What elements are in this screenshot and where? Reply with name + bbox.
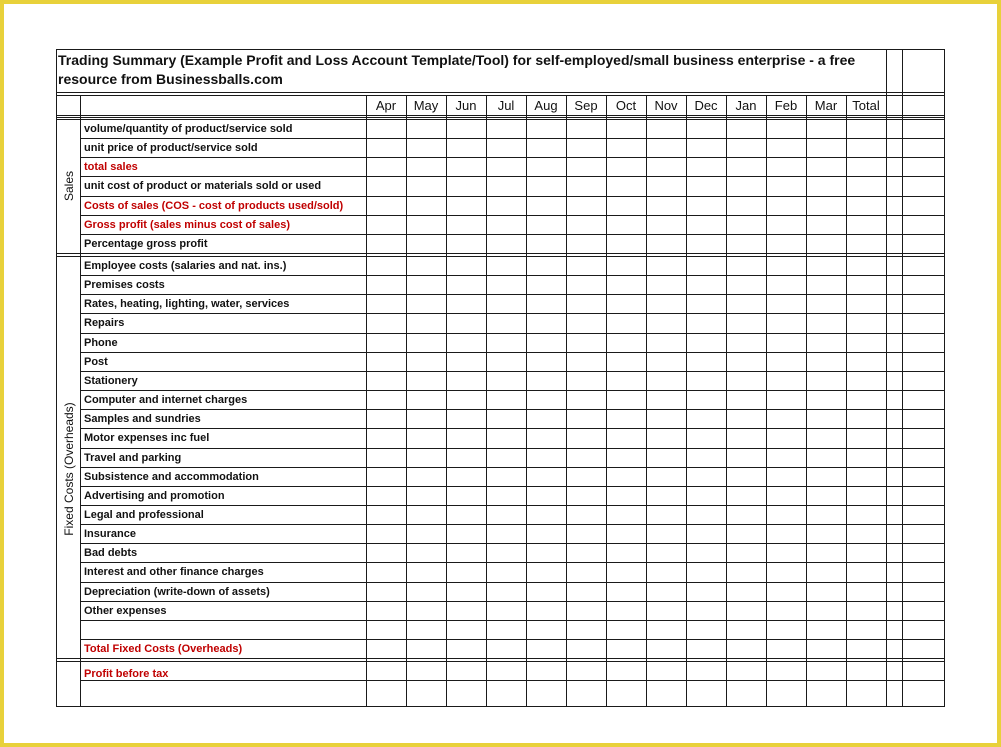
row-label: unit cost of product or materials sold or used xyxy=(84,180,322,193)
row-label: Gross profit (sales minus cost of sales) xyxy=(84,218,291,231)
row-label: Post xyxy=(84,355,108,368)
row-label: total sales xyxy=(84,161,138,174)
row-line xyxy=(80,680,944,681)
row-line xyxy=(80,428,944,429)
row-label: Other expenses xyxy=(84,604,167,617)
row-line xyxy=(80,294,944,295)
row-label: Costs of sales (COS - cost of products used/sold) xyxy=(84,199,344,212)
row-label: Samples and sundries xyxy=(84,413,201,426)
row-line xyxy=(80,639,944,640)
column-header-sep: Sep xyxy=(574,98,598,113)
grid-line xyxy=(726,95,727,707)
column-header-jul: Jul xyxy=(497,98,515,113)
row-label: Bad debts xyxy=(84,547,138,560)
column-header-total: Total xyxy=(852,98,880,113)
row-line xyxy=(80,196,944,197)
grid-line xyxy=(606,95,607,707)
grid-line xyxy=(526,95,527,707)
grid-line xyxy=(886,49,887,707)
row-line xyxy=(80,448,944,449)
grid-line xyxy=(846,95,847,707)
section-divider xyxy=(56,658,944,659)
row-line xyxy=(80,215,944,216)
row-line xyxy=(80,275,944,276)
grid-line xyxy=(566,95,567,707)
column-header-aug: Aug xyxy=(534,98,558,113)
row-label: Insurance xyxy=(84,528,136,541)
grid-line xyxy=(902,49,903,707)
row-label: Depreciation (write-down of assets) xyxy=(84,585,270,598)
trading-summary-sheet xyxy=(4,4,997,743)
section-divider xyxy=(56,117,944,118)
row-label: Phone xyxy=(84,336,118,349)
column-header-dec: Dec xyxy=(694,98,718,113)
grid-line xyxy=(406,95,407,707)
row-line xyxy=(80,352,944,353)
row-line xyxy=(80,562,944,563)
row-line xyxy=(80,390,944,391)
grid-line xyxy=(646,95,647,707)
column-header-jun: Jun xyxy=(455,98,477,113)
border-top xyxy=(56,49,944,50)
column-header-jan: Jan xyxy=(735,98,757,113)
grid-line xyxy=(80,95,81,707)
row-label: Computer and internet charges xyxy=(84,394,248,407)
row-label: Interest and other finance charges xyxy=(84,566,264,579)
row-line xyxy=(80,157,944,158)
row-line xyxy=(80,543,944,544)
grid-line xyxy=(686,95,687,707)
sheet-title: Trading Summary (Example Profit and Loss Account Template/Tool) for self-employed/small business enterprise - a free resource from Businessballs.com xyxy=(58,52,856,87)
row-line xyxy=(80,409,944,410)
row-label: Motor expenses inc fuel xyxy=(84,432,210,445)
row-line xyxy=(80,486,944,487)
row-label: Employee costs (salaries and nat. ins.) xyxy=(84,260,287,272)
grid-line xyxy=(806,95,807,707)
section-label-fixed-costs: Fixed Costs (Overheads) xyxy=(62,402,76,536)
row-line xyxy=(80,620,944,621)
grid-line xyxy=(486,95,487,707)
row-label: Repairs xyxy=(84,317,125,330)
row-label: unit price of product/service sold xyxy=(84,142,258,155)
row-label: Legal and professional xyxy=(84,508,204,521)
column-header-feb: Feb xyxy=(774,98,798,113)
row-label: Stationery xyxy=(84,374,138,387)
row-label: Advertising and promotion xyxy=(84,489,225,502)
spreadsheet-page xyxy=(4,4,997,743)
title-divider xyxy=(56,92,944,93)
section-divider xyxy=(56,253,944,254)
row-label: Percentage gross profit xyxy=(84,237,208,250)
border-right xyxy=(944,49,945,707)
row-label: Travel and parking xyxy=(84,451,182,464)
grid-line xyxy=(366,95,367,707)
row-label: Subsistence and accommodation xyxy=(84,470,259,483)
row-line xyxy=(80,138,944,139)
row-line xyxy=(80,467,944,468)
column-header-nov: Nov xyxy=(654,98,678,113)
section-divider xyxy=(56,661,944,662)
border-left xyxy=(56,49,57,707)
row-line xyxy=(80,333,944,334)
border-bottom xyxy=(56,706,944,707)
column-header-mar: Mar xyxy=(814,98,838,113)
row-label: Total Fixed Costs (Overheads) xyxy=(84,643,243,655)
column-header-may: May xyxy=(413,98,439,113)
row-label: volume/quantity of product/service sold xyxy=(84,123,293,135)
row-line xyxy=(80,176,944,177)
row-line xyxy=(80,582,944,583)
row-line xyxy=(80,234,944,235)
row-line xyxy=(80,505,944,506)
grid-line xyxy=(766,95,767,707)
row-label-profit: Profit before tax xyxy=(84,668,169,680)
row-line xyxy=(80,601,944,602)
grid-line xyxy=(446,95,447,707)
row-label: Rates, heating, lighting, water, services xyxy=(84,298,290,311)
row-line xyxy=(80,313,944,314)
column-header-oct: Oct xyxy=(615,98,637,113)
column-header-apr: Apr xyxy=(375,98,397,113)
row-line xyxy=(80,371,944,372)
row-label: Premises costs xyxy=(84,279,165,292)
row-line xyxy=(80,524,944,525)
section-label-sales: Sales xyxy=(62,170,76,202)
